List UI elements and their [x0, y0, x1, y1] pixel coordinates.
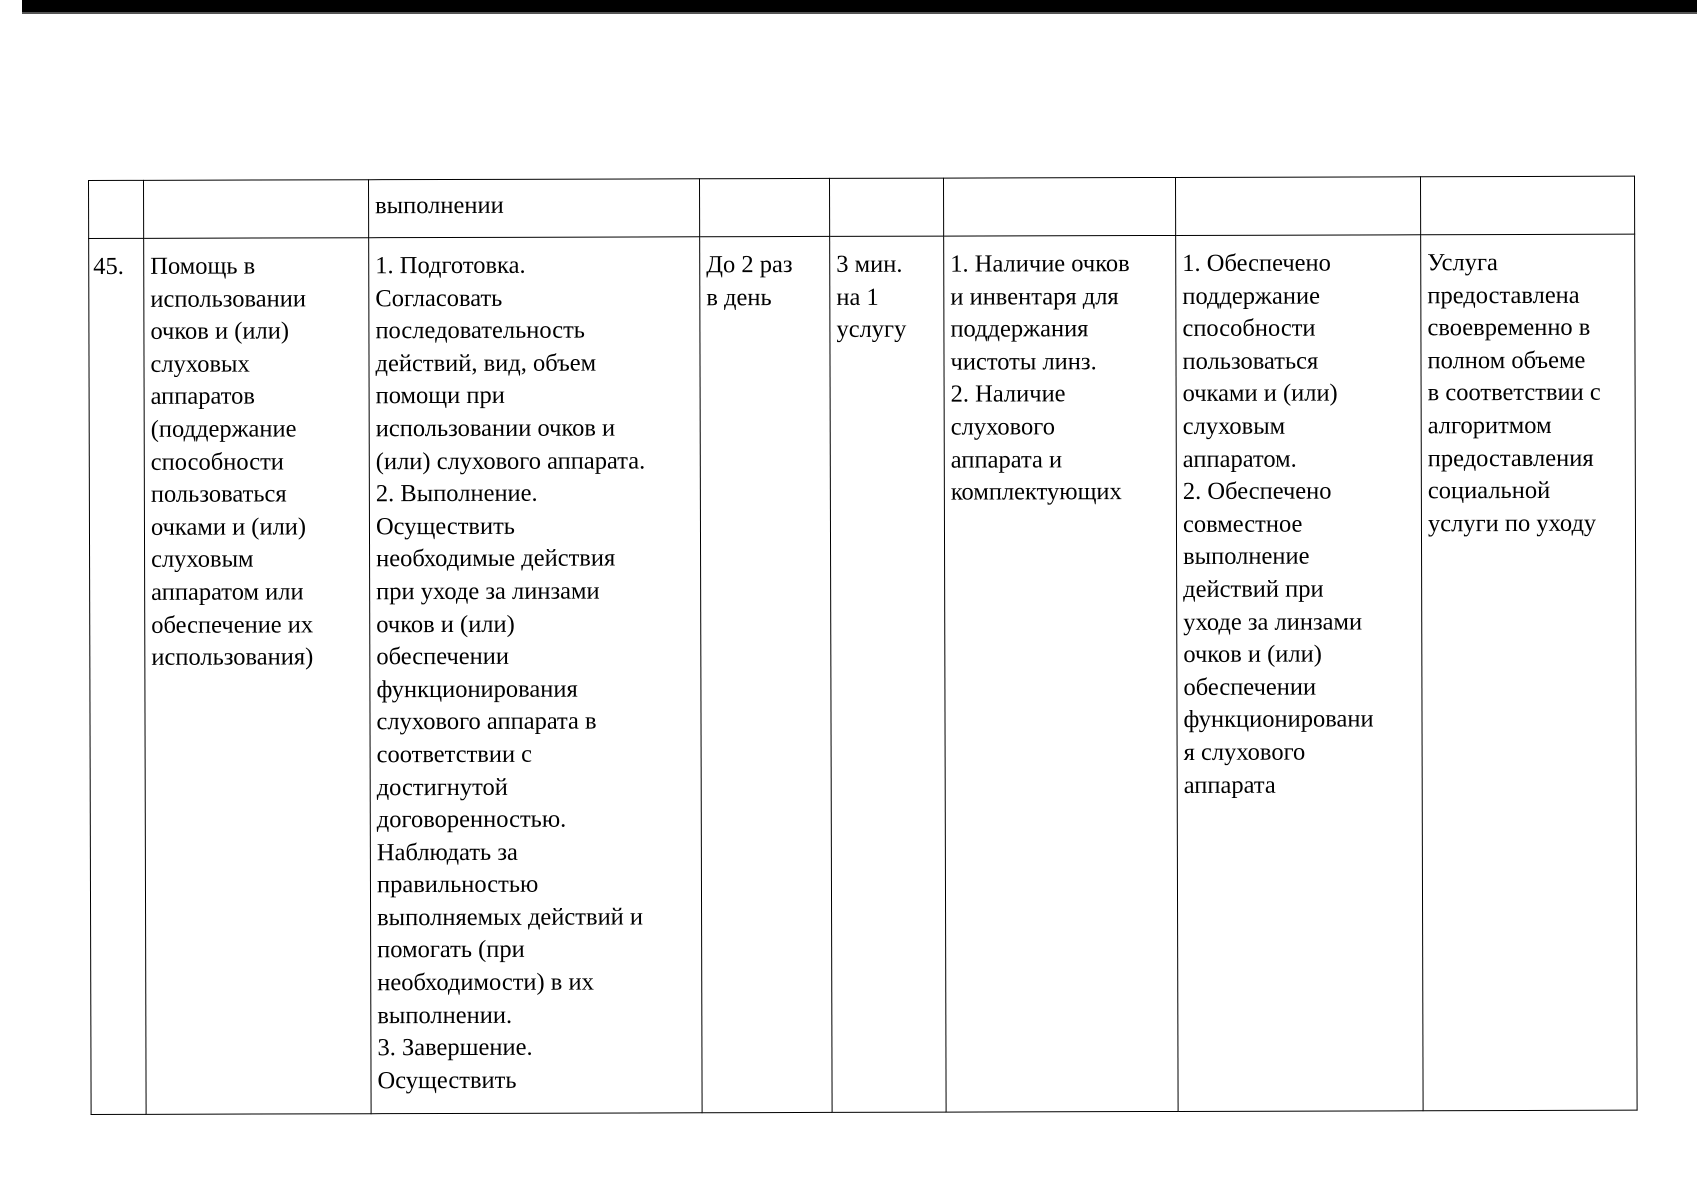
- cell-conditions: 1. Наличие очков и инвентаря для поддержания чистоты линз. 2. Наличие слухового аппарата и комплектующих: [944, 235, 1178, 1112]
- table-row-continuation: [89, 176, 1635, 238]
- cell-frequency-empty: [699, 178, 829, 236]
- cell-frequency: До 2 раз в день: [700, 236, 832, 1112]
- cell-service-name: Помощь в использовании очков и (или) слуховых аппаратов (поддержание способности пользоваться очками и (или) слуховым аппаратом или обеспечение их использования): [144, 238, 371, 1115]
- cell-results: 1. Обеспечено поддержание способности пользоваться очками и (или) слуховым аппаратом. 2. Обеспечено совместное выполнение действий при уходе за линзами очков и (или) обеспечении функционировани я слухового аппарата: [1176, 235, 1423, 1112]
- scan-border-top: [22, 0, 1697, 12]
- scan-border-shadow: [22, 12, 1697, 14]
- cell-service-name-empty: [144, 180, 369, 239]
- cell-description-continuation: выполнении: [369, 179, 700, 238]
- cell-duration-empty: [829, 178, 943, 236]
- cell-row-number: 45.: [89, 238, 146, 1114]
- cell-quality-empty: [1420, 176, 1634, 235]
- services-table: [88, 176, 1638, 1115]
- table-row-45: [89, 234, 1637, 1114]
- cell-description: 1. Подготовка. Согласовать последовательность действий, вид, объем помощи при использовании очков и (или) слухового аппарата. 2. Выполнение. Осуществить необходимые действия при уходе за линзами очков и (или) обеспечении функционирования слухового аппарата в соответствии с достигнутой договоренностью. Наблюдать за правильностью выполняемых действий и помогать (при необходимости) в их выполнении. 3. Завершение. Осуществить: [369, 237, 702, 1114]
- cell-results-empty: [1175, 177, 1420, 236]
- cell-quality: Услуга предоставлена своевременно в полном объеме в соответствии с алгоритмом предоставления социальной услуги по уходу: [1421, 234, 1637, 1111]
- cell-conditions-empty: [943, 177, 1175, 236]
- cell-number-empty: [89, 180, 144, 238]
- cell-duration: 3 мин. на 1 услугу: [830, 236, 946, 1112]
